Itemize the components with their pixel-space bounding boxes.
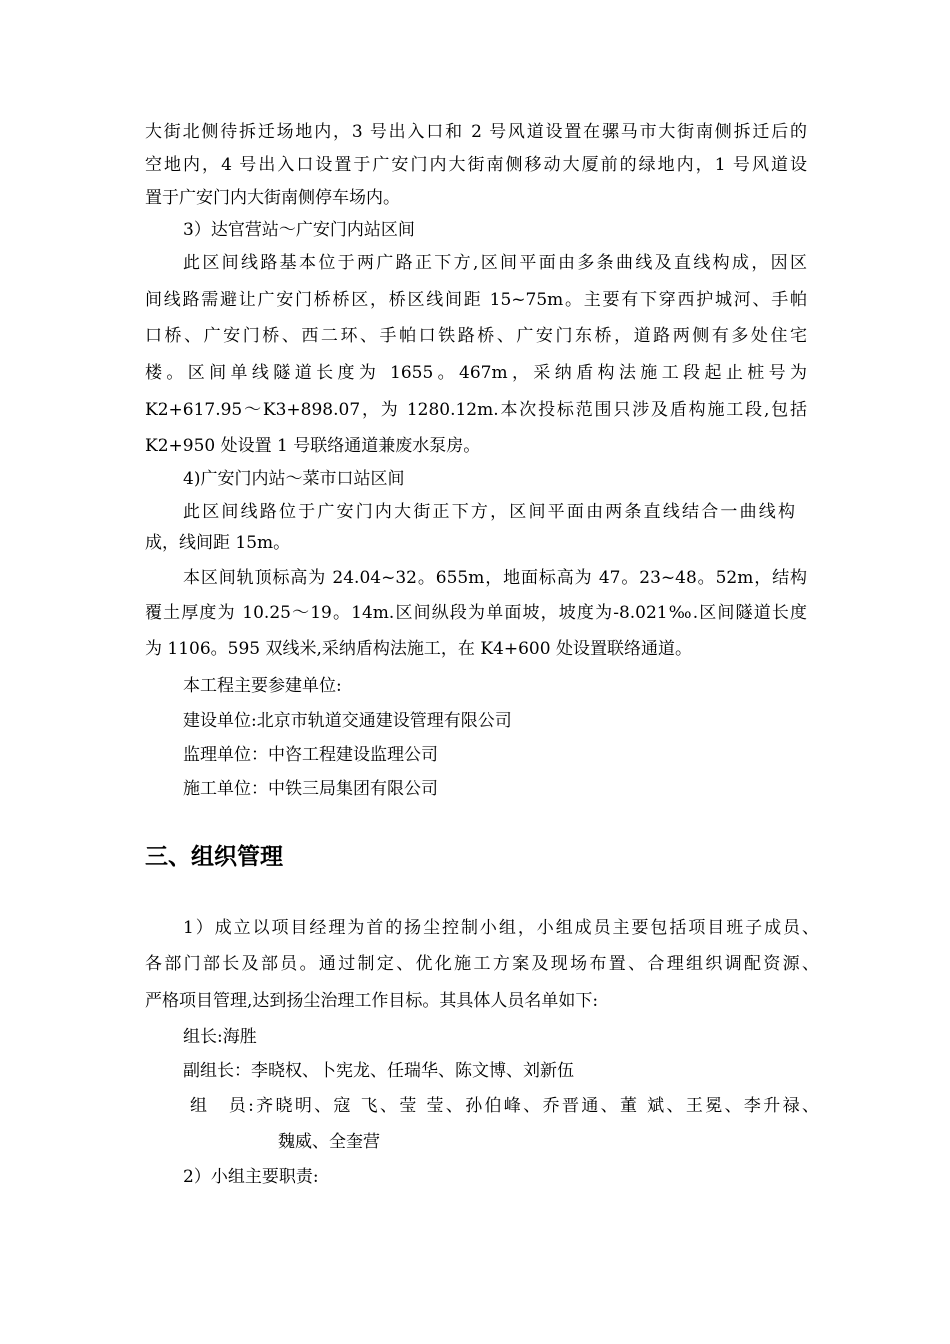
- paragraph-line: K2+950 处设置 1 号联络通道兼废水泵房。: [145, 436, 481, 456]
- units-intro: 本工程主要参建单位:: [183, 676, 342, 696]
- paragraph-line: 置于广安门内大街南侧停车场内。: [145, 188, 400, 208]
- paragraph-line: 本区间轨顶标高为 24.04~32。655m，地面标高为 47。23~48。52m，结构: [183, 568, 807, 588]
- subsection-title: 3）达官营站～广安门内站区间: [183, 220, 415, 240]
- paragraph-line: 覆土厚度为 10.25～19。14m.区间纵段为单面坡，坡度为-8.021‰.区间隧道长度: [145, 603, 807, 623]
- paragraph-line: 此区间线路位于广安门内大街正下方，区间平面由两条直线结合一曲线构: [183, 502, 795, 522]
- unit-builder: 施工单位：中铁三局集团有限公司: [183, 779, 438, 799]
- paragraph-line: K2+617.95～K3+898.07，为 1280.12m.本次投标范围只涉及盾构施工段,包括: [145, 400, 807, 420]
- team-leader: 组长:海胜: [183, 1027, 257, 1047]
- unit-construction: 建设单位:北京市轨道交通建设管理有限公司: [183, 711, 512, 731]
- deputy-leaders: 副组长：李晓权、卜宪龙、任瑞华、陈文博、刘新伍: [183, 1061, 574, 1081]
- paragraph-line: 成，线间距 15m。: [145, 533, 291, 553]
- chapter-title: 三、组织管理: [145, 844, 283, 870]
- paragraph-line: 严格项目管理,达到扬尘治理工作目标。其具体人员名单如下:: [145, 991, 599, 1011]
- paragraph-line: 楼。区间单线隧道长度为 1655。467m，采纳盾构法施工段起止桩号为: [145, 363, 807, 383]
- team-members-continued: 魏威、全奎营: [278, 1132, 380, 1152]
- paragraph-line: 空地内，4 号出入口设置于广安门内大街南侧移动大厦前的绿地内，1 号风道设: [145, 155, 807, 175]
- paragraph-line: 为 1106。595 双线米,采纳盾构法施工，在 K4+600 处设置联络通道。: [145, 639, 692, 659]
- paragraph-line: 各部门部长及部员。通过制定、优化施工方案及现场布置、合理组织调配资源、: [145, 954, 819, 974]
- subsection-title: 4)广安门内站～菜市口站区间: [183, 469, 405, 489]
- team-members: 组 员:齐晓明、寇 飞、莹 莹、孙伯峰、乔晋通、董 斌、王冕、李升禄、: [190, 1096, 819, 1116]
- paragraph-line: 此区间线路基本位于两广路正下方,区间平面由多条曲线及直线构成，因区: [183, 253, 807, 273]
- paragraph-line: 间线路需避让广安门桥桥区，桥区线间距 15~75m。主要有下穿西护城河、手帕: [145, 290, 807, 310]
- paragraph-line: 大街北侧待拆迁场地内，3 号出入口和 2 号风道设置在骡马市大街南侧拆迁后的: [145, 122, 807, 142]
- duties-title: 2）小组主要职责:: [183, 1167, 319, 1187]
- paragraph-line: 1）成立以项目经理为首的扬尘控制小组，小组成员主要包括项目班子成员、: [183, 918, 819, 938]
- unit-supervision: 监理单位：中咨工程建设监理公司: [183, 745, 438, 765]
- paragraph-line: 口桥、广安门桥、西二环、手帕口铁路桥、广安门东桥，道路两侧有多处住宅: [145, 326, 807, 346]
